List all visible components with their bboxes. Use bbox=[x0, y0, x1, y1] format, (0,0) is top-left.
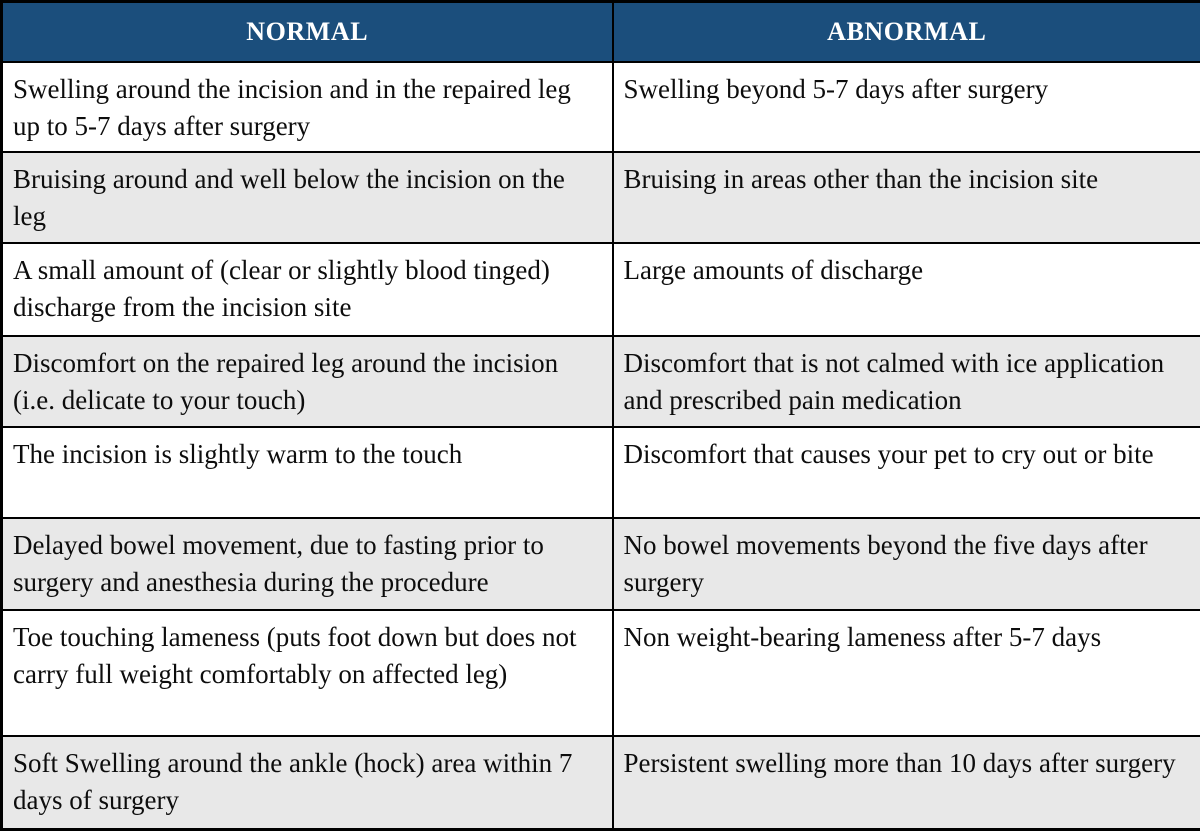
table-row bbox=[2, 736, 1200, 830]
normal-cell: Soft Swelling around the ankle (hock) area within 7 days of surgery bbox=[2, 736, 613, 830]
normal-cell: Bruising around and well below the incision on the leg bbox=[2, 152, 613, 243]
abnormal-cell: Non weight-bearing lameness after 5-7 days bbox=[613, 610, 1200, 736]
abnormal-cell: Persistent swelling more than 10 days after surgery bbox=[613, 736, 1200, 830]
abnormal-cell: No bowel movements beyond the five days after surgery bbox=[613, 518, 1200, 610]
table-row bbox=[2, 518, 1200, 610]
abnormal-cell: Swelling beyond 5-7 days after surgery bbox=[613, 62, 1200, 153]
normal-cell: Delayed bowel movement, due to fasting prior to surgery and anesthesia during the procedure bbox=[2, 518, 613, 610]
abnormal-cell: Discomfort that is not calmed with ice application and prescribed pain medication bbox=[613, 336, 1200, 427]
column-header-abnormal: ABNORMAL bbox=[613, 2, 1200, 62]
table-row bbox=[2, 152, 1200, 243]
table-row bbox=[2, 243, 1200, 336]
normal-cell: Discomfort on the repaired leg around the incision (i.e. delicate to your touch) bbox=[2, 336, 613, 427]
abnormal-cell: Large amounts of discharge bbox=[613, 243, 1200, 336]
table-row bbox=[2, 62, 1200, 153]
column-header-normal: NORMAL bbox=[2, 2, 613, 62]
table-row bbox=[2, 427, 1200, 518]
table-row bbox=[2, 336, 1200, 427]
header-row bbox=[2, 2, 1200, 62]
normal-cell: The incision is slightly warm to the touch bbox=[2, 427, 613, 518]
normal-cell: Toe touching lameness (puts foot down but does not carry full weight comfortably on affected leg) bbox=[2, 610, 613, 736]
abnormal-cell: Discomfort that causes your pet to cry out or bite bbox=[613, 427, 1200, 518]
normal-cell: A small amount of (clear or slightly blood tinged) discharge from the incision site bbox=[2, 243, 613, 336]
table-row bbox=[2, 610, 1200, 736]
abnormal-cell: Bruising in areas other than the incision site bbox=[613, 152, 1200, 243]
normal-cell: Swelling around the incision and in the repaired leg up to 5-7 days after surgery bbox=[2, 62, 613, 153]
